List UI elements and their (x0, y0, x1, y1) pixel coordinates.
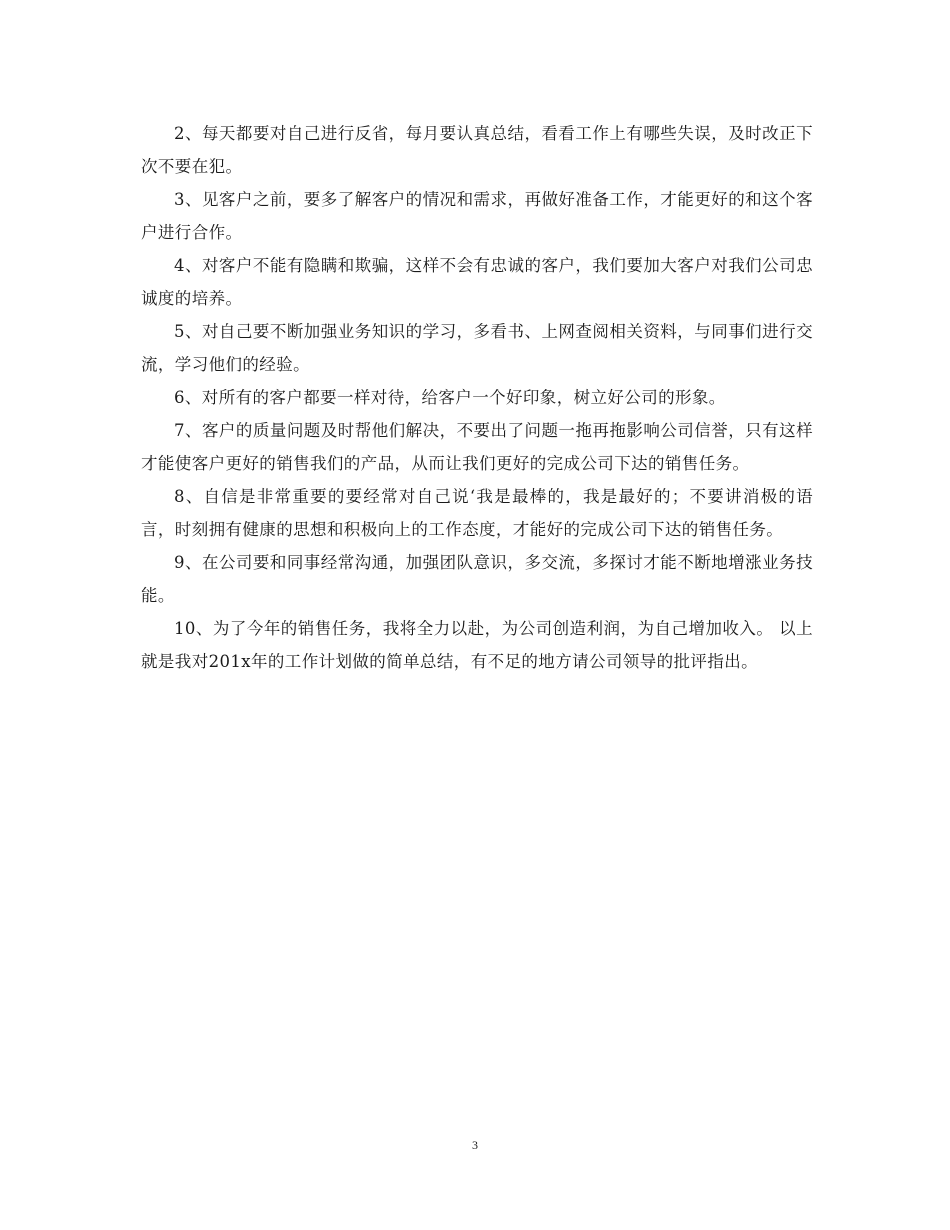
paragraph-item-5: 5、对自己要不断加强业务知识的学习，多看书、上网查阅相关资料，与同事们进行交流，学习他们的经验。 (141, 322, 813, 374)
paragraph-item-4: 4、对客户不能有隐瞒和欺骗，这样不会有忠诚的客户，我们要加大客户对我们公司忠诚度的培养。 (141, 256, 813, 308)
paragraph-item-2: 2、每天都要对自己进行反省，每月要认真总结，看看工作上有哪些失误，及时改正下次不要在犯。 (141, 124, 813, 176)
paragraph-item-3: 3、见客户之前，要多了解客户的情况和需求，再做好准备工作，才能更好的和这个客户进行合作。 (141, 190, 813, 242)
paragraph-item-7: 7、客户的质量问题及时帮他们解决，不要出了问题一拖再拖影响公司信誉，只有这样才能使客户更好的销售我们的产品，从而让我们更好的完成公司下达的销售任务。 (141, 421, 813, 473)
page-number: 3 (472, 1138, 478, 1152)
paragraph-item-9: 9、在公司要和同事经常沟通，加强团队意识，多交流，多探讨才能不断地增涨业务技能。 (141, 553, 813, 605)
document-body (141, 117, 813, 678)
paragraph-item-8: 8、自信是非常重要的要经常对自己说‘我是最棒的，我是最好的；不要讲消极的语言，时刻拥有健康的思想和积极向上的工作态度，才能好的完成公司下达的销售任务。 (141, 487, 813, 539)
paragraph-item-10: 10、为了今年的销售任务，我将全力以赴，为公司创造利润，为自己增加收入。 以上就是我对201x年的工作计划做的简单总结，有不足的地方请公司领导的批评指出。 (141, 619, 813, 671)
paragraph-item-6: 6、对所有的客户都要一样对待，给客户一个好印象，树立好公司的形象。 (174, 388, 726, 407)
